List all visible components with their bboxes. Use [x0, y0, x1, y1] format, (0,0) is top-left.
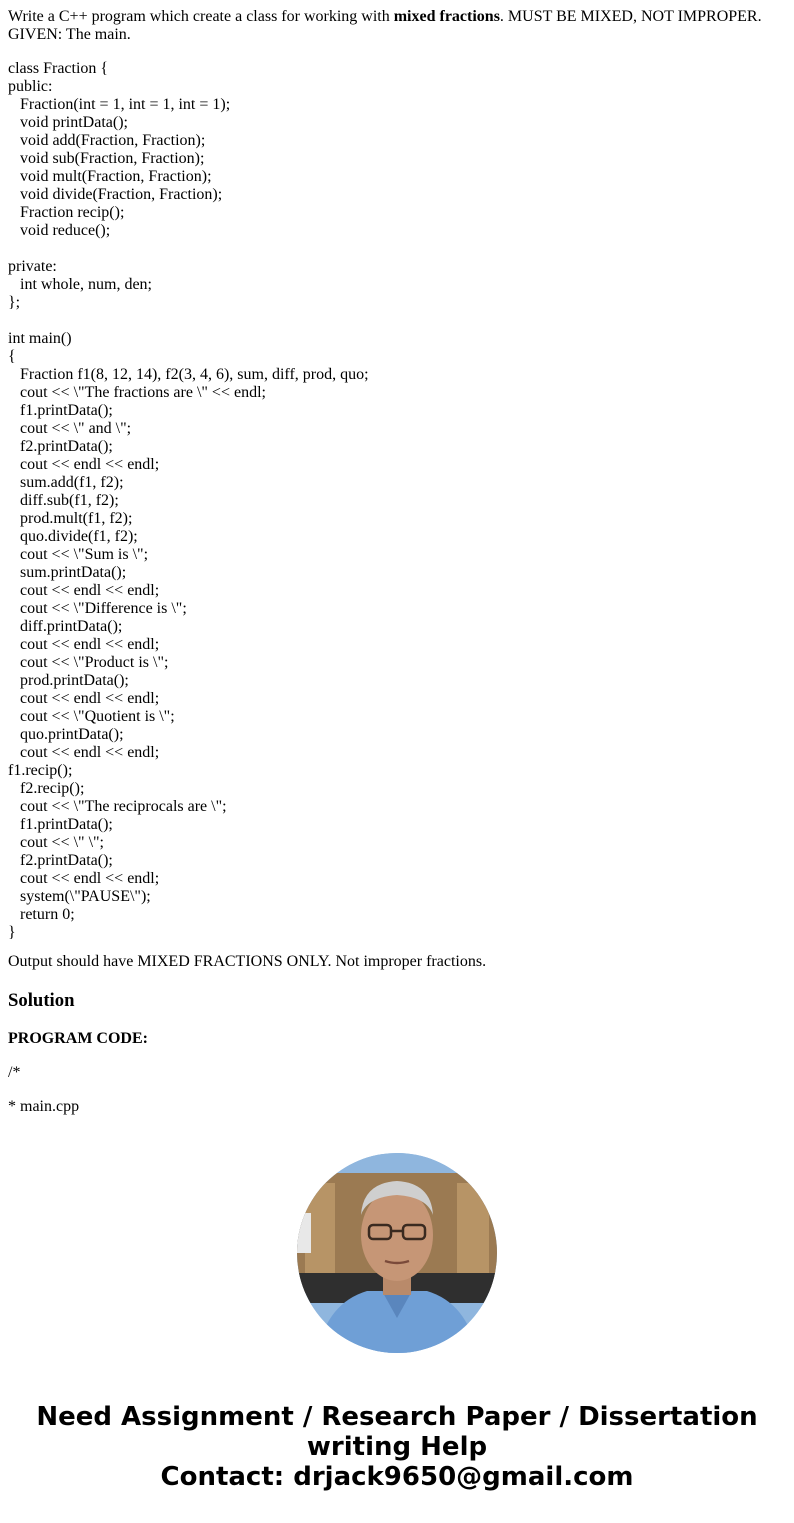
program-code-label: PROGRAM CODE: [8, 1030, 148, 1047]
code-line: }; [8, 294, 21, 311]
code-line: cout << \"Product is \"; [20, 654, 169, 671]
code-line: quo.printData(); [20, 726, 124, 743]
code-line: cout << endl << endl; [20, 870, 160, 887]
code-line: void mult(Fraction, Fraction); [20, 168, 212, 185]
code-line: { [8, 348, 16, 365]
code-line: Fraction f1(8, 12, 14), f2(3, 4, 6), sum, diff, prod, quo; [20, 366, 369, 383]
code-line: void divide(Fraction, Fraction); [20, 186, 223, 203]
code-line: sum.add(f1, f2); [20, 474, 124, 491]
code-line: return 0; [20, 906, 75, 923]
intro-text-start: Write a C++ program which create a class for working with [8, 8, 394, 25]
code-comment-file: * main.cpp [8, 1098, 80, 1115]
intro-text-end: . MUST BE MIXED, NOT IMPROPER. GIVEN: The main. [8, 8, 762, 43]
code-line [8, 312, 786, 330]
code-line: Fraction recip(); [20, 204, 125, 221]
code-line: quo.divide(f1, f2); [20, 528, 138, 545]
code-line: f2.printData(); [20, 852, 113, 869]
code-line: cout << endl << endl; [20, 690, 160, 707]
code-line: cout << endl << endl; [20, 636, 160, 653]
banner-line-2: writing Help [306, 1432, 488, 1462]
solution-heading: Solution [8, 990, 75, 1011]
code-line: private: [8, 258, 57, 275]
code-line: diff.sub(f1, f2); [20, 492, 119, 509]
avatar-photo [297, 1153, 497, 1353]
code-line: f1.printData(); [20, 402, 113, 419]
code-line: cout << endl << endl; [20, 744, 160, 761]
code-line: cout << \"Difference is \"; [20, 600, 187, 617]
code-line: int whole, num, den; [20, 276, 152, 293]
code-line: cout << endl << endl; [20, 456, 160, 473]
code-comment-open: /* [8, 1064, 21, 1081]
code-line: prod.mult(f1, f2); [20, 510, 133, 527]
code-line: void add(Fraction, Fraction); [20, 132, 206, 149]
code-listing [8, 60, 786, 942]
banner-line-3: Contact: drjack9650@gmail.com [160, 1462, 634, 1492]
author-avatar [297, 1153, 497, 1353]
code-line: Fraction(int = 1, int = 1, int = 1); [20, 96, 231, 113]
code-line: system(\"PAUSE\"); [20, 888, 151, 905]
code-line: diff.printData(); [20, 618, 123, 635]
code-line: cout << \"The fractions are \" << endl; [20, 384, 266, 401]
banner-line-1: Need Assignment / Research Paper / Dissertation [36, 1402, 758, 1432]
code-line: cout << \" and \"; [20, 420, 132, 437]
question-block [8, 8, 786, 942]
code-line [8, 240, 786, 258]
code-line: f2.printData(); [20, 438, 113, 455]
code-line: void reduce(); [20, 222, 111, 239]
code-line: } [8, 924, 16, 941]
code-line: f1.recip(); [8, 762, 73, 779]
code-line: void printData(); [20, 114, 128, 131]
question-intro [8, 8, 786, 44]
contact-banner [0, 1402, 794, 1492]
code-line: prod.printData(); [20, 672, 129, 689]
code-line: f1.printData(); [20, 816, 113, 833]
code-line: cout << \" \"; [20, 834, 104, 851]
code-line: f2.recip(); [20, 780, 85, 797]
code-line: void sub(Fraction, Fraction); [20, 150, 205, 167]
code-line: sum.printData(); [20, 564, 127, 581]
code-line: cout << \"The reciprocals are \"; [20, 798, 227, 815]
code-line: int main() [8, 330, 72, 347]
code-line: cout << \"Sum is \"; [20, 546, 149, 563]
code-line: cout << \"Quotient is \"; [20, 708, 175, 725]
code-line: class Fraction { [8, 60, 109, 77]
output-note: Output should have MIXED FRACTIONS ONLY. Not improper fractions. [8, 953, 487, 970]
code-line: public: [8, 78, 53, 95]
intro-bold-text: mixed fractions [393, 8, 500, 25]
code-line: cout << endl << endl; [20, 582, 160, 599]
